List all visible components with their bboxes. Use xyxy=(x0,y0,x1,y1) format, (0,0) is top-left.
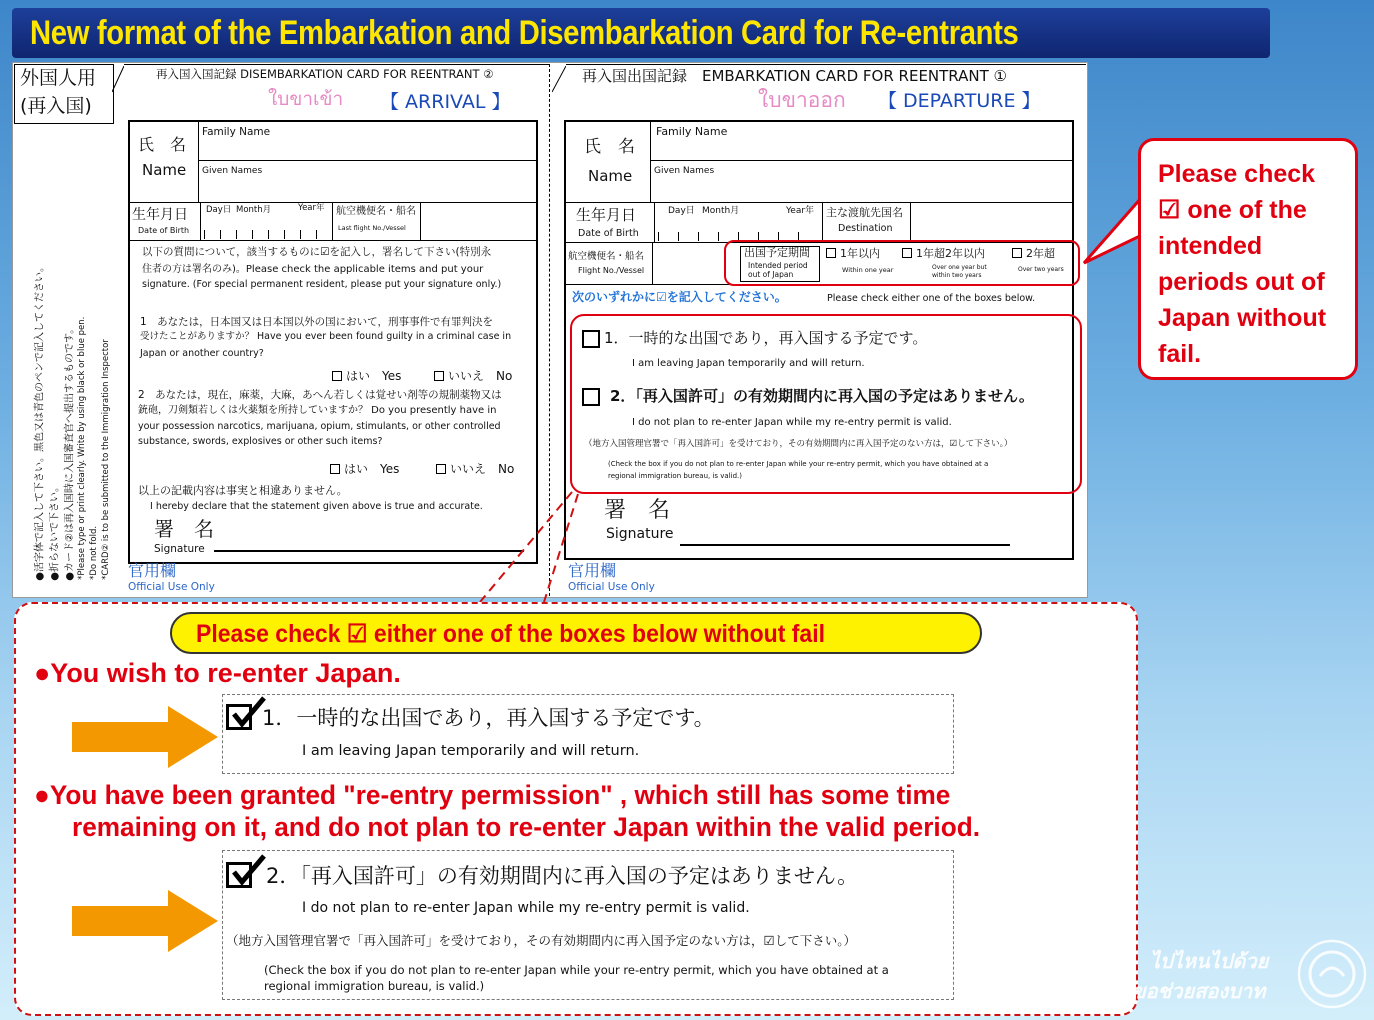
side-note-4: *Please type or print clearly. Write by using black or blue pen. xyxy=(77,316,88,580)
right-signature-field[interactable] xyxy=(680,530,1010,546)
left-dob-jp: 生年月日 xyxy=(132,207,188,223)
left-dob-field[interactable] xyxy=(204,230,330,240)
right-dob-day: Day日 xyxy=(668,206,695,216)
checkbox-icon xyxy=(434,371,444,381)
bullet-permission: ●You have been granted "re-entry permission" , which still has some time xyxy=(34,780,951,810)
right-flight-en: Flight No./Vessel xyxy=(578,266,645,275)
right-dob-en: Date of Birth xyxy=(578,228,639,239)
q1-yes-label: はい Yes xyxy=(346,369,402,383)
page-title: New format of the Embarkation and Disembarkation Card for Re-entrants xyxy=(30,14,1019,52)
right-official-jp: 官用欄 xyxy=(568,561,617,580)
card-corner-cut xyxy=(112,64,124,94)
period-en: Intended period out of Japan xyxy=(748,261,808,280)
side-note-2: ●折らないで下さい。 xyxy=(49,482,61,581)
bullet-reenter: ●You wish to re-enter Japan. xyxy=(34,658,401,688)
period-option-1-en: Within one year xyxy=(842,266,894,274)
right-dob-month: Month月 xyxy=(702,206,740,216)
right-name-jp: 氏 名 xyxy=(584,137,635,157)
left-dob-day: Day日 xyxy=(206,205,232,215)
checkbox-icon xyxy=(902,248,912,258)
checkbox-icon xyxy=(1012,248,1022,258)
example-option-2-note-en: (Check the box if you do not plan to re-enter Japan while your re-entry permit, which you have obtained at a xyxy=(264,963,889,977)
period-option-2[interactable] xyxy=(902,248,985,261)
left-official-jp: 官用欄 xyxy=(128,561,177,580)
q1-en: Japan or another country? xyxy=(140,348,264,359)
side-note-5: *Do not fold. xyxy=(89,525,100,580)
callout-line: ☑ one of the xyxy=(1158,196,1307,224)
zoom-connector xyxy=(440,488,590,608)
example-option-2-en: I do not plan to re-enter Japan while my re-entry permit is valid. xyxy=(302,900,750,916)
divider xyxy=(128,240,538,241)
callout-line: fail. xyxy=(1158,340,1202,368)
arrival-thai: ใบขาเข้า xyxy=(268,88,344,110)
option-2-checkbox[interactable] xyxy=(582,388,600,406)
right-dob-year: Year年 xyxy=(786,206,815,216)
period-option-3-label: 2年超 xyxy=(1026,247,1055,260)
choose-en: Please check either one of the boxes below. xyxy=(827,293,1036,304)
right-given-names-field[interactable]: Given Names xyxy=(654,166,715,176)
dest-en: Destination xyxy=(838,223,893,234)
right-family-name-field[interactable]: Family Name xyxy=(656,125,728,138)
right-option-1-en: I am leaving Japan temporarily and will return. xyxy=(632,358,865,369)
q2-no-label: いいえ No xyxy=(450,462,515,476)
departure-label: 【 DEPARTURE 】 xyxy=(878,90,1041,112)
q2-en2: substance, swords, explosives or other such items? xyxy=(138,436,383,447)
callout-line: Please check xyxy=(1158,160,1316,188)
side-note-6: *CARD② is to be submitted to the Immigration Inspector xyxy=(101,339,112,580)
q1-jp2: 受けたことがありますか？ Have you ever been found guilty in a criminal case in xyxy=(140,331,512,342)
period-option-2-label: 1年超2年以内 xyxy=(916,247,985,260)
divider xyxy=(198,120,199,202)
q-intro-en: signature. (For special permanent resident, please put your signature only.) xyxy=(142,279,502,290)
side-note-1: ●活字体で記入して下さい。黒色又は青色のペンで記入してください。 xyxy=(34,262,46,581)
right-option-2-note-jp: （地方入国管理官署で「再入国許可」を受けており，その有効期間内に再入国予定のない方は，☑して下さい。） xyxy=(584,439,1013,449)
checkbox-icon xyxy=(332,371,342,381)
example-option-2-note-en2: regional immigration bureau, is valid.) xyxy=(264,979,485,993)
left-card-top-edge xyxy=(124,64,550,65)
right-option-1-jp: 1．一時的な出国であり，再入国する予定です。 xyxy=(604,329,928,347)
callout-line: intended xyxy=(1158,232,1263,260)
left-official-en: Official Use Only xyxy=(128,581,215,593)
example-option-2-note-jp: （地方入国管理官署で「再入国許可」を受けており，その有効期間内に再入国予定のない方は，☑して下さい。） xyxy=(226,933,856,948)
q2-jp: 2 あなたは，現在，麻薬，大麻，あへん若しくは覚せい剤等の規制薬物又は xyxy=(138,389,502,401)
destination-field[interactable] xyxy=(911,203,1072,241)
divider xyxy=(650,120,651,202)
watermark-line-2: ขอช่วยสองบาท xyxy=(1132,979,1266,1003)
q-intro-jp2: 住者の方は署名のみ)。Please check the applicable items and put your xyxy=(142,264,484,275)
q2-jp2: 銃砲，刀剣類若しくは火薬類を所持していますか？ Do you presently have in xyxy=(138,405,497,416)
right-option-2-jp: 2．「再入国許可」の有効期間内に再入国の予定はありません。 xyxy=(610,387,1034,405)
seal-logo-icon xyxy=(1296,938,1368,1010)
example-option-1-en: I am leaving Japan temporarily and will return. xyxy=(302,743,640,759)
callout-pointer xyxy=(1082,195,1142,265)
reentrant-label: (再入国) xyxy=(20,95,92,117)
declare-jp: 以上の記載内容は事実と相違ありません。 xyxy=(138,484,348,497)
left-name-jp: 氏 名 xyxy=(138,135,187,154)
period-option-2-en: Over one year but within two years xyxy=(932,264,987,279)
right-flight-jp: 航空機便名・船名 xyxy=(568,251,645,262)
departure-thai: ใบขาออก xyxy=(758,88,846,112)
callout-line: Japan without xyxy=(1158,304,1327,332)
right-option-2-note-en2: regional immigration bureau, is valid.) xyxy=(608,472,742,480)
q2-yes-checkbox[interactable] xyxy=(330,463,399,477)
left-given-names-field[interactable]: Given Names xyxy=(202,166,263,176)
right-name-en: Name xyxy=(588,167,633,185)
left-card-header: 再入国入国記録 DISEMBARKATION CARD FOR REENTRANT ② xyxy=(156,67,494,81)
period-option-3[interactable] xyxy=(1012,248,1055,261)
check-mark-icon xyxy=(228,854,268,888)
arrow-right-icon xyxy=(72,706,218,768)
divider xyxy=(654,202,655,242)
q1-yes-checkbox[interactable] xyxy=(332,370,401,384)
period-option-3-en: Over two years xyxy=(1018,266,1064,273)
card-corner-cut xyxy=(552,64,566,94)
right-card-top-edge xyxy=(566,64,1086,65)
choose-jp: 次のいずれかに☑を記入してください。 xyxy=(572,290,787,304)
dest-jp: 主な渡航先国名 xyxy=(826,206,903,219)
divider xyxy=(822,202,823,242)
q1-no-label: いいえ No xyxy=(448,369,513,383)
left-flight-field[interactable] xyxy=(421,203,536,239)
for-foreigner-label: 外国人用 xyxy=(20,67,97,89)
q2-no-checkbox[interactable] xyxy=(436,463,514,477)
q1-no-checkbox[interactable] xyxy=(434,370,512,384)
example-option-2-jp: 2．「再入国許可」の有効期間内に再入国の予定はありません。 xyxy=(266,864,859,888)
bullet-permission-cont: remaining on it, and do not plan to re-enter Japan within the valid period. xyxy=(72,812,980,842)
watermark-line-1: ไปไหนไปด้วย xyxy=(1150,949,1269,973)
side-notes xyxy=(20,215,120,595)
left-family-name-field[interactable]: Family Name xyxy=(202,126,271,138)
divider xyxy=(200,202,201,240)
checkbox-icon xyxy=(436,464,446,474)
checkbox-icon xyxy=(330,464,340,474)
example-option-1-jp: 1．一時的な出国であり，再入国する予定です。 xyxy=(262,706,715,730)
period-option-1-label: 1年以内 xyxy=(840,247,880,260)
right-signature-en: Signature xyxy=(606,526,674,542)
arrival-label: 【 ARRIVAL 】 xyxy=(380,91,511,113)
right-signature-jp: 署 名 xyxy=(604,498,671,523)
right-option-2-en: I do not plan to re-enter Japan while my re-entry permit is valid. xyxy=(632,417,952,428)
declare-en: I hereby declare that the statement given above is true and accurate. xyxy=(150,501,483,512)
divider xyxy=(198,160,538,161)
period-jp: 出国予定期間 xyxy=(744,246,810,259)
left-dob-month: Month月 xyxy=(236,205,272,215)
q2-yes-label: はい Yes xyxy=(344,462,400,476)
left-flight-jp: 航空機便名・船名 xyxy=(336,206,416,217)
right-official-en: Official Use Only xyxy=(568,581,655,593)
left-name-en: Name xyxy=(142,161,187,179)
period-option-1[interactable] xyxy=(826,248,880,261)
side-note-3: ●カード②は再入国時に入国審査官へ提出するものです。 xyxy=(64,323,76,581)
callout-text xyxy=(1158,156,1326,372)
arrow-right-icon xyxy=(72,890,218,952)
checkbox-icon xyxy=(826,248,836,258)
q-intro-jp: 以下の質問について，該当するものに☑を記入し，署名して下さい(特別永 xyxy=(142,246,492,258)
right-card-header: 再入国出国記録 EMBARKATION CARD FOR REENTRANT ① xyxy=(582,67,1007,85)
option-1-checkbox[interactable] xyxy=(582,330,600,348)
divider xyxy=(332,202,333,240)
right-dob-jp: 生年月日 xyxy=(576,206,637,224)
left-signature-en: Signature xyxy=(154,543,205,555)
instruction-banner-text: Please check ☑ either one of the boxes below without fail xyxy=(196,620,825,648)
callout-line: periods out of xyxy=(1158,268,1325,296)
left-flight-en: Last flight No./Vessel xyxy=(338,224,406,232)
left-dob-year: Year年 xyxy=(298,203,325,213)
left-signature-jp: 署 名 xyxy=(154,517,214,541)
divider xyxy=(650,160,1074,161)
right-option-2-note-en: (Check the box if you do not plan to re-enter Japan while your re-entry permit, which you have obtained at a xyxy=(608,460,989,468)
q1-jp: 1 あなたは，日本国又は日本国以外の国において，刑事事件で有罪判決を xyxy=(140,316,493,328)
q2-en: your possession narcotics, marijuana, opium, stimulants, or other controlled xyxy=(138,421,501,432)
left-dob-en: Date of Birth xyxy=(138,226,190,235)
